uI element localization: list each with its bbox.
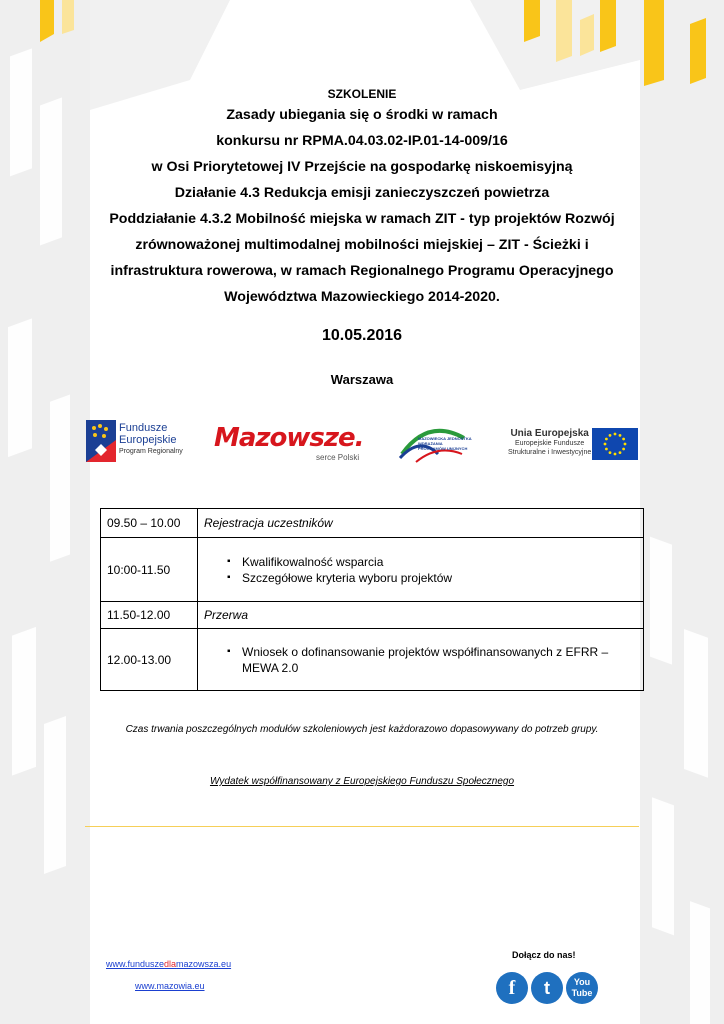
fundusze-europejskie-text [119, 422, 183, 458]
title-line: Działanie 4.3 Redukcja emisji zanieczyszczeń powietrza [174, 185, 550, 201]
list-item: ▪ Wniosek o dofinansowanie projektów współfinansowanych z EFRR – MEWA 2.0 [242, 644, 637, 676]
fe-line-3: Program Regionalny [119, 448, 183, 455]
activity-cell [198, 629, 644, 691]
time-cell: 10:00-11.50 [101, 538, 198, 602]
training-date: 10.05.2016 [321, 327, 403, 344]
schedule-table [100, 508, 644, 691]
training-heading: SZKOLENIE [327, 87, 397, 101]
mazowsze-logo: Mazowsze. [214, 423, 364, 453]
logos-strip [0, 418, 724, 466]
fe-line-1: Fundusze [119, 422, 168, 434]
duration-note: Czas trwania poszczególnych modułów szkoleniowych jest każdorazowo dopasowywany do potrzeb grupy. [125, 724, 599, 735]
mjwpu-line-3: PROGRAMÓW UNIJNYCH [418, 446, 468, 451]
activity-cell: Rejestracja uczestników [198, 509, 644, 538]
mjwpu-line-1: MAZOWIECKA JEDNOSTKA [418, 436, 472, 441]
title-line: Województwa Mazowieckiego 2014-2020. [224, 289, 500, 305]
youtube-icon[interactable] [566, 972, 598, 1004]
link-part: mazowsza.eu [176, 959, 232, 969]
training-city: Warszawa [330, 372, 394, 387]
activity-list [204, 644, 637, 676]
activity-cell: Przerwa [198, 602, 644, 629]
fe-line-2: Europejskie [119, 434, 177, 446]
link-part: www.fundusze [106, 959, 165, 969]
eu-flag-icon [592, 428, 638, 460]
title-line: konkursu nr RPMA.04.03.02-IP.01-14-009/16 [216, 133, 508, 149]
list-item: ▪ Szczegółowe kryteria wyboru projektów [242, 570, 637, 586]
title-line: Zasady ubiegania się o środki w ramach [226, 107, 498, 123]
time-cell: 11.50-12.00 [101, 602, 198, 629]
ue-line-2: Europejskie Fundusze [515, 440, 585, 447]
table-row [101, 602, 644, 629]
title-line: infrastruktura rowerowa, w ramach Regionalnego Programu Operacyjnego [110, 263, 614, 279]
table-row [101, 538, 644, 602]
join-us-label: Dołącz do nas! [512, 950, 576, 960]
facebook-icon[interactable]: f [496, 972, 528, 1004]
unia-europejska-text [508, 428, 591, 457]
mjwpu-line-2: WDRAŻANIA [418, 441, 443, 446]
mazowsze-tagline: serce Polski [316, 453, 360, 462]
table-row [101, 509, 644, 538]
mazowia-link[interactable]: www.mazowia.eu [135, 981, 205, 991]
fundusze-europejskie-logo-icon [86, 420, 116, 462]
list-item: ▪ Kwalifikowalność wsparcia [242, 554, 637, 570]
twitter-icon[interactable]: t [531, 972, 563, 1004]
fundusze-link[interactable] [106, 959, 231, 969]
title-line: w Osi Priorytetowej IV Przejście na gospodarkę niskoemisyjną [151, 159, 573, 175]
time-cell: 12.00-13.00 [101, 629, 198, 691]
cofinancing-note: Wydatek współfinansowany z Europejskiego Funduszu Społecznego [209, 776, 515, 787]
ue-line-1: Unia Europejska [510, 428, 589, 439]
title-line: Poddziałanie 4.3.2 Mobilność miejska w ramach ZIT - typ projektów Rozwój [109, 211, 615, 227]
title-line: zrównoważonej multimodalnej mobilności miejskiej – ZIT - Ścieżki i [135, 237, 589, 253]
youtube-text-bottom: Tube [571, 988, 593, 998]
time-cell: 09.50 – 10.00 [101, 509, 198, 538]
ue-line-3: Strukturalne i Inwestycyjne [508, 449, 592, 456]
training-title [40, 102, 684, 310]
mjwpu-text [418, 436, 472, 451]
table-row [101, 629, 644, 691]
divider [85, 826, 639, 827]
activity-list [204, 554, 637, 586]
youtube-text-top: You [573, 977, 591, 987]
link-part: dla [164, 959, 177, 969]
activity-cell [198, 538, 644, 602]
